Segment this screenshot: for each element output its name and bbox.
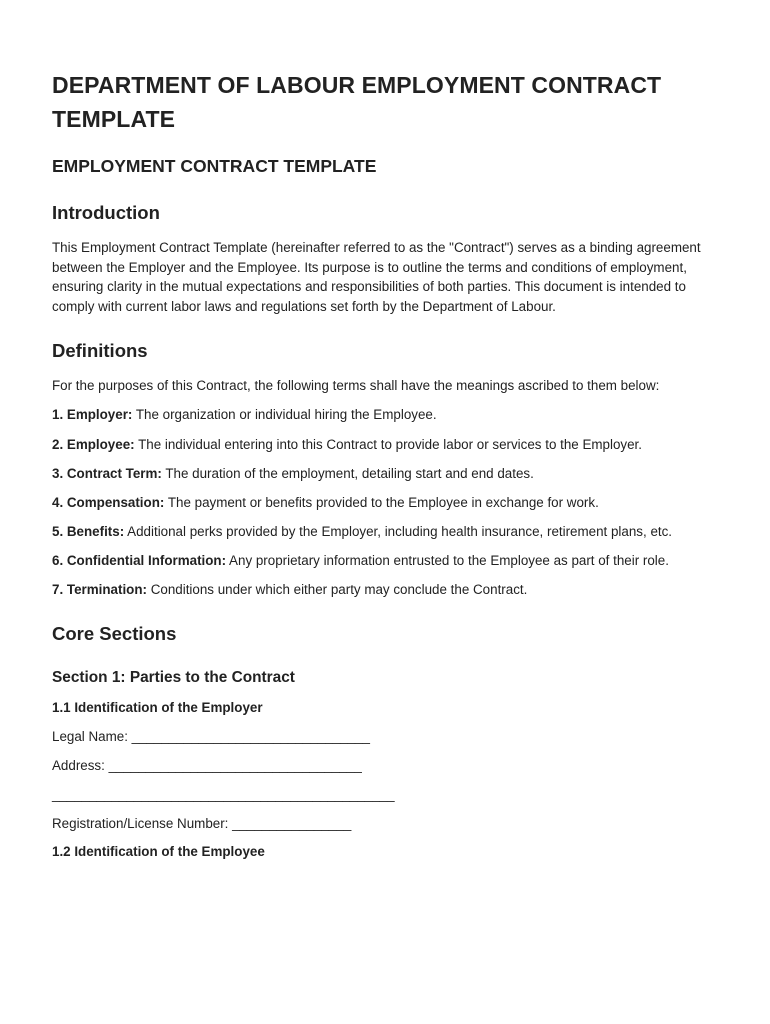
subsection-1-2-heading: 1.2 Identification of the Employee bbox=[52, 843, 265, 859]
definition-text: Conditions under which either party may conclude the Contract. bbox=[146, 582, 528, 598]
definition-text: The duration of the employment, detailing start and end dates. bbox=[161, 465, 534, 481]
definition-term: 6. Confidential Information: bbox=[52, 552, 227, 568]
definition-text: Any proprietary information entrusted to the Employee as part of their role. bbox=[226, 552, 669, 568]
definition-item bbox=[52, 405, 718, 425]
definition-item bbox=[52, 580, 718, 600]
address-field[interactable]: Address: __________________________________ bbox=[52, 757, 362, 773]
definition-item bbox=[52, 435, 718, 455]
definition-term: 1. Employer: bbox=[52, 407, 133, 423]
definition-item bbox=[52, 464, 718, 484]
definition-item bbox=[52, 551, 718, 571]
address-line-2-field[interactable]: ______________________________________________ bbox=[52, 786, 395, 802]
definitions-heading: Definitions bbox=[52, 340, 148, 362]
definition-text: The individual entering into this Contract to provide labor or services to the Employer. bbox=[134, 436, 642, 452]
core-sections-heading: Core Sections bbox=[52, 622, 177, 644]
definition-term: 7. Termination: bbox=[52, 582, 147, 598]
introduction-heading: Introduction bbox=[52, 202, 160, 223]
document-title: DEPARTMENT OF LABOUR EMPLOYMENT CONTRACT TEMPLATE bbox=[52, 72, 662, 132]
document-subtitle: EMPLOYMENT CONTRACT TEMPLATE bbox=[52, 156, 377, 176]
section-1-heading: Section 1: Parties to the Contract bbox=[52, 668, 295, 686]
registration-number-field[interactable]: Registration/License Number: ________________ bbox=[52, 815, 352, 831]
legal-name-field[interactable]: Legal Name: ________________________________ bbox=[52, 728, 370, 744]
definitions-list bbox=[52, 405, 718, 599]
definition-text: Additional perks provided by the Employer, including health insurance, retirement plans, etc. bbox=[124, 523, 673, 539]
definition-term: 3. Contract Term: bbox=[52, 465, 162, 481]
definition-term: 4. Compensation: bbox=[52, 494, 165, 510]
definitions-intro: For the purposes of this Contract, the following terms shall have the meanings ascribed to them below: bbox=[52, 378, 660, 394]
definition-term: 5. Benefits: bbox=[52, 523, 125, 539]
definition-term: 2. Employee: bbox=[52, 436, 135, 452]
definition-text: The payment or benefits provided to the Employee in exchange for work. bbox=[164, 494, 599, 510]
definition-item bbox=[52, 493, 718, 513]
introduction-paragraph: This Employment Contract Template (hereinafter referred to as the "Contract") serves as a binding agreement between the Employer and the Employee. Its purpose is to outline the terms and conditions of employment, ensuring clarity in the mutual expectations and responsibilities of both parties. This document is intended to comply with current labor laws and regulations set forth by the Department of Labour. bbox=[52, 240, 701, 314]
definition-text: The organization or individual hiring the Employee. bbox=[132, 407, 437, 423]
definition-item bbox=[52, 522, 718, 542]
subsection-1-1-heading: 1.1 Identification of the Employer bbox=[52, 699, 263, 715]
